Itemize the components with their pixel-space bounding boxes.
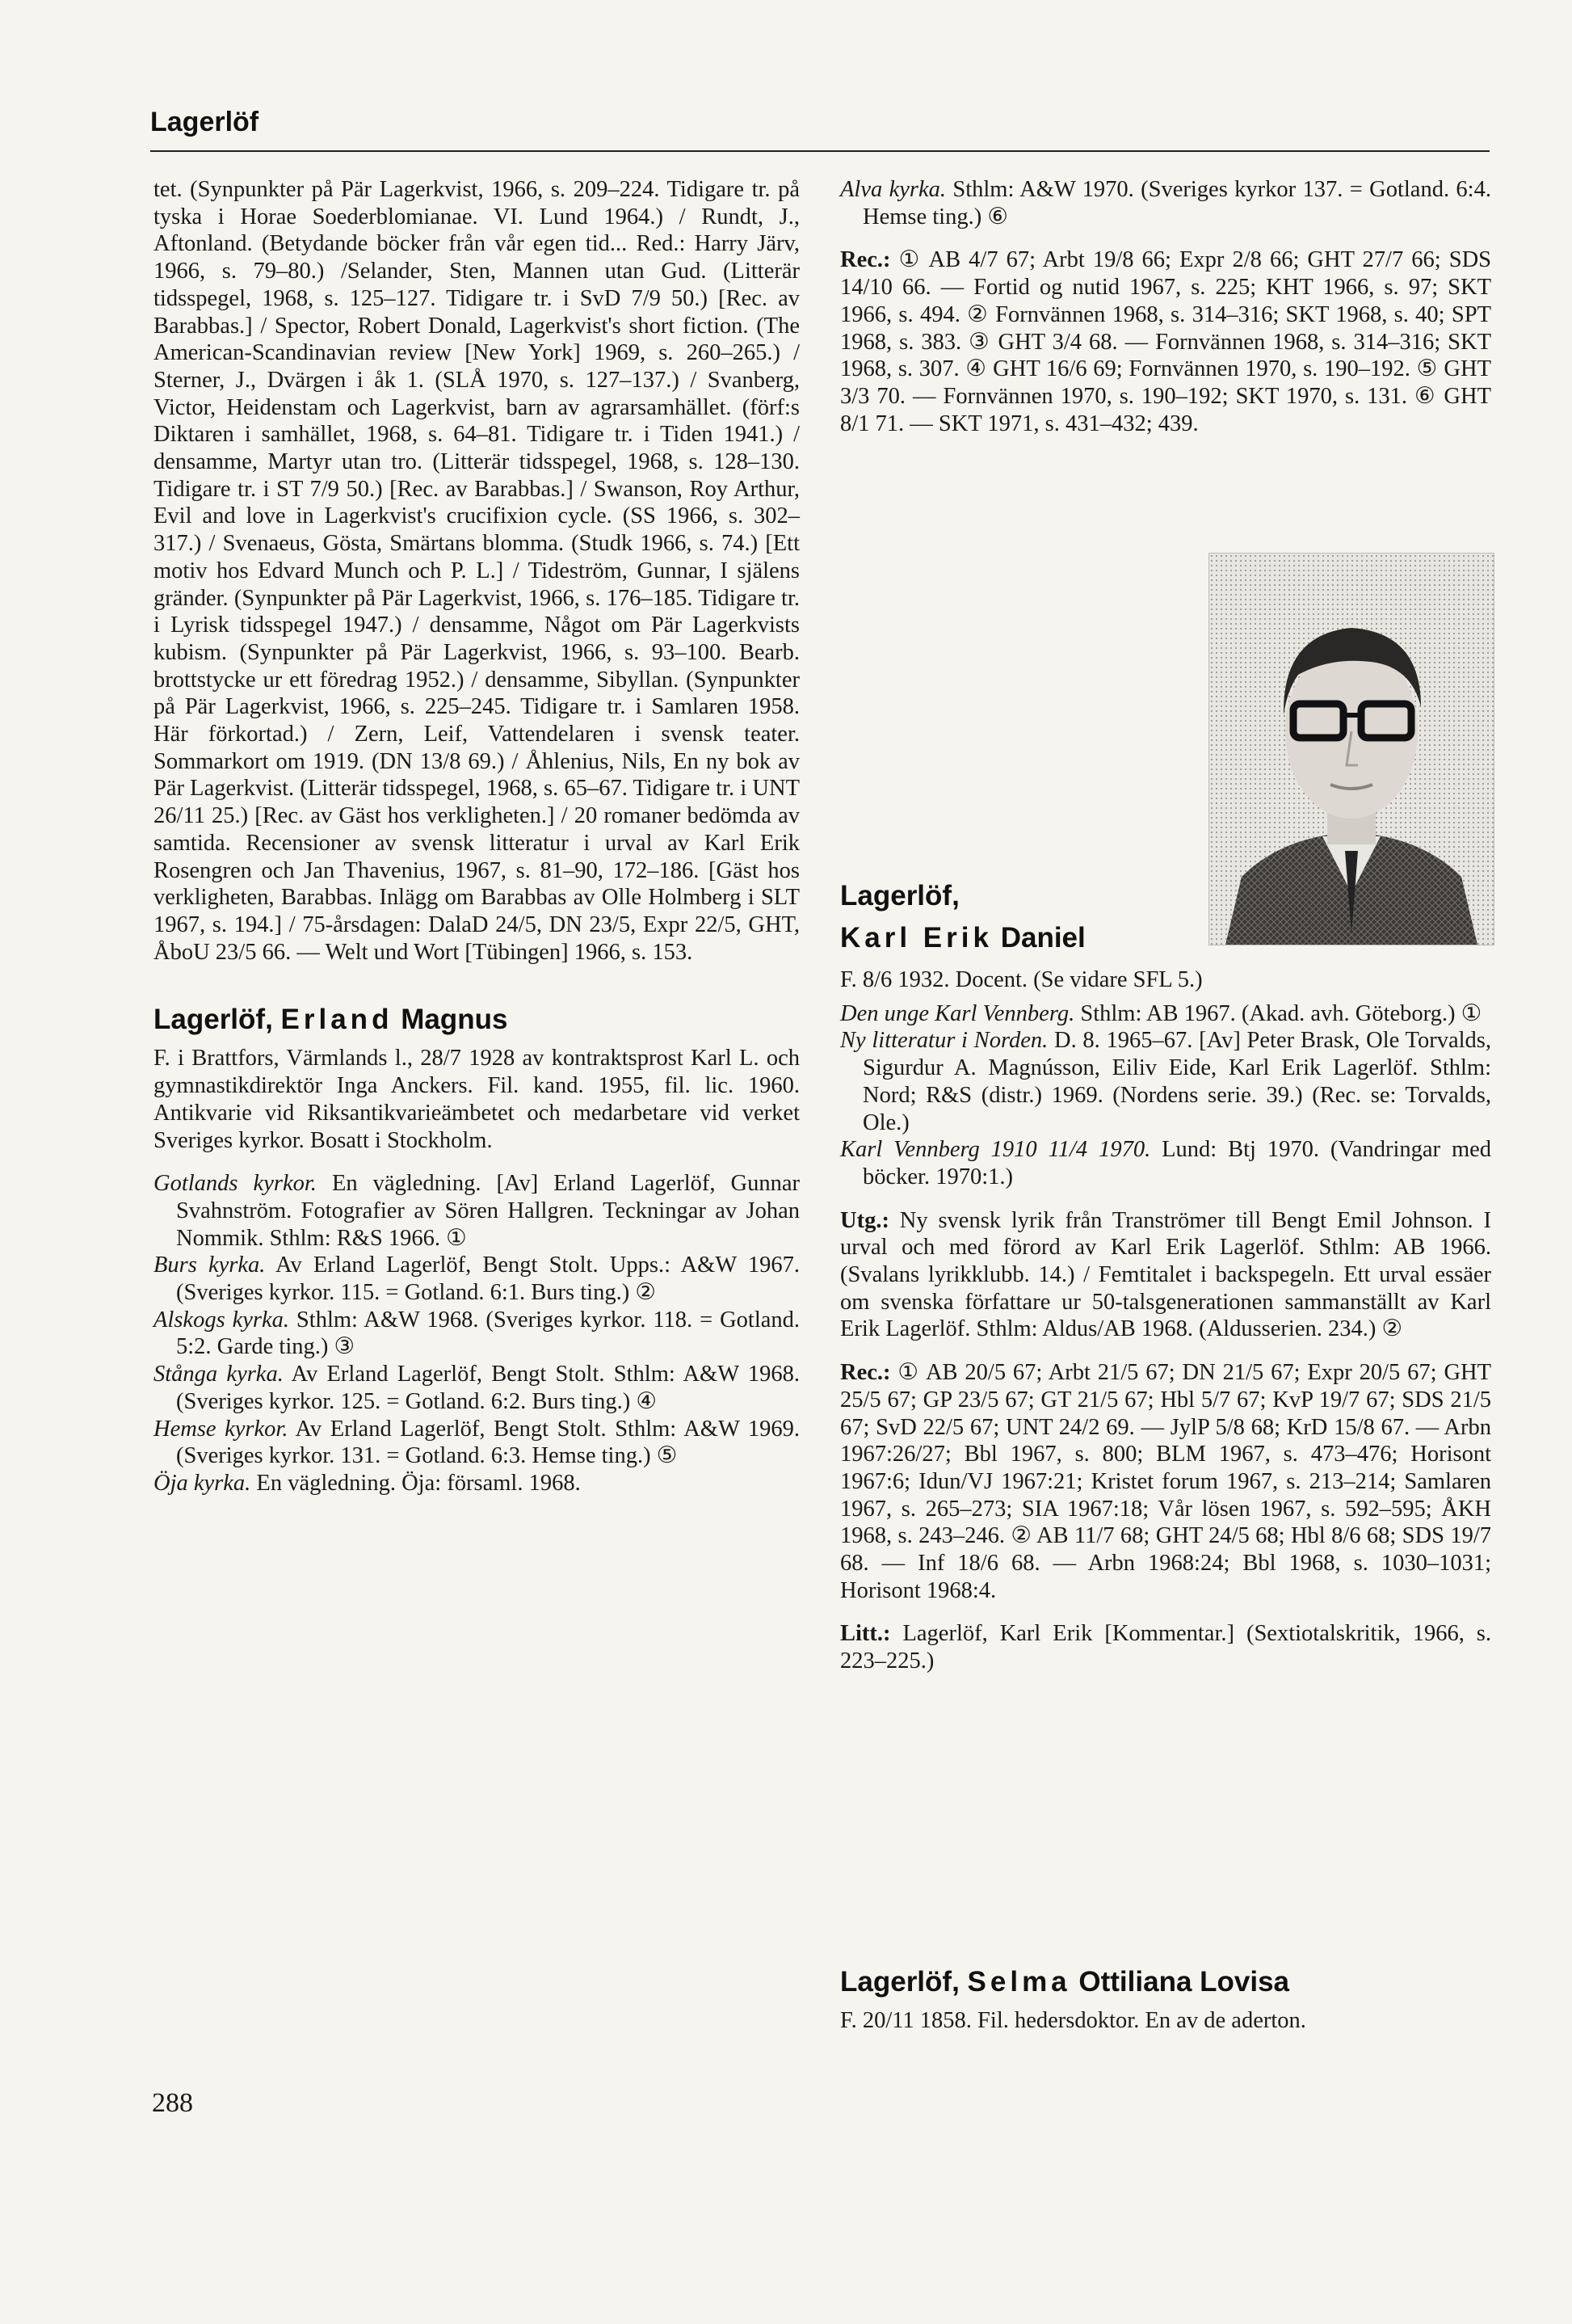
entry-title-selma: Lagerlöf, Selma Ottiliana Lovisa bbox=[840, 1966, 1290, 1998]
page-number: 288 bbox=[152, 2088, 193, 2118]
portrait-icon bbox=[1209, 554, 1494, 945]
work-item: Den unge Karl Vennberg. Sthlm: AB 1967. (Akad. avh. Göteborg.) ① bbox=[840, 1000, 1482, 1026]
karl-editions: Utg.: Ny svensk lyrik från Tranströmer till Bengt Emil Johnson. I urval och med förord av Karl Erik Lagerlöf. Sthlm: AB 1966. (Svalans lyrikklubb. 14.) / Femtitalet i backspegeln. Ett urval essäer om svenska författare ur 50-talsgenerationen sammanställt av Karl Erik Lagerlöf. Sthlm: Aldus/AB 1968. (Aldusserien. 234.) ② bbox=[840, 1207, 1491, 1342]
left-column bbox=[153, 176, 800, 1497]
work-item: Burs kyrka. Av Erland Lagerlöf, Bengt Stolt. Upps.: A&W 1967. (Sveriges kyrkor. 115. = Gotland. 6:1. Burs ting.) ② bbox=[153, 1253, 800, 1306]
work-item: Alskogs kyrka. Sthlm: A&W 1968. (Sveriges kyrkor. 118. = Gotland. 5:2. Garde ting.) ③ bbox=[153, 1307, 801, 1360]
entry-title-erland: Lagerlöf, Erland Magnus bbox=[153, 1004, 508, 1036]
work-item: Karl Vennberg 1910 11/4 1970. Lund: Btj 1970. (Vandringar med böcker. 1970:1.) bbox=[840, 1137, 1492, 1189]
portrait-photo bbox=[1208, 553, 1494, 945]
entry-selma bbox=[840, 1965, 1491, 2035]
work-item: Hemse kyrkor. Av Erland Lagerlöf, Bengt Stolt. Sthlm: A&W 1969. (Sveriges kyrkor. 131. = Gotland. 6:3. Hemse ting.) ⑤ bbox=[153, 1416, 801, 1469]
work-item: Ny litteratur i Norden. D. 8. 1965–67. [Av] Peter Brask, Ole Torvalds, Sigurdur A. Magnússon, Eiliv Eide, Karl Erik Lagerlöf. Sthlm: Nord; R&S (distr.) 1969. (Nordens serie. 39.) (Rec. se: Torvalds, Ole.) bbox=[840, 1028, 1491, 1135]
work-item: Stånga kyrka. Av Erland Lagerlöf, Bengt Stolt. Sthlm: A&W 1968. (Sveriges kyrkor. 125. = Gotland. 6:2. Burs ting.) ④ bbox=[153, 1362, 800, 1414]
karl-bio: F. 8/6 1932. Docent. (Se vidare SFL 5.) bbox=[840, 967, 1203, 992]
right-column-upper bbox=[840, 176, 1491, 437]
work-item: Öja kyrka. En vägledning. Öja: församl. 1968. bbox=[153, 1470, 581, 1496]
selma-bio: F. 20/11 1858. Fil. hedersdoktor. En av de aderton. bbox=[840, 2008, 1306, 2033]
karl-works bbox=[840, 1000, 1491, 1191]
right-column-lower bbox=[840, 966, 1491, 1675]
karl-literature: Litt.: Lagerlöf, Karl Erik [Kommentar.] (Sextiotalskritik, 1966, s. 223–225.) bbox=[840, 1621, 1492, 1674]
karl-reviews: Rec.: ① AB 20/5 67; Arbt 21/5 67; DN 21/5 67; Expr 20/5 67; GHT 25/5 67; GP 23/5 67; GT 21/5 67; Hbl 5/7 67; KvP 19/7 67; SDS 21/5 67; SvD 22/5 67; UNT 24/2 69. — JylP 5/8 68; KrD 15/8 67. — Arbn 1967:26/27; Bbl 1967, s. 800; BLM 1967, s. 473–476; Horisont 1967:6; Idun/VJ 1967:21; Kristet forum 1967, s. 213–214; Samlaren 1967, s. 265–273; SIA 1967:18; Vår lösen 1967, s. 592–595; ÅKH 1968, s. 243–246. ② AB 11/7 68; GHT 24/5 68; Hbl 8/6 68; SDS 19/7 68. — Inf 18/6 68. — Arbn 1968:24; Bbl 1968, s. 1030–1031; Horisont 1968:4. bbox=[840, 1360, 1492, 1603]
erland-bio: F. i Brattfors, Värmlands l., 28/7 1928 av kontraktsprost Karl L. och gymnastikdirektör Inga Anckers. Fil. kand. 1955, fil. lic. 1960. Antikvarie vid Riksantikvarieämbetet och medarbetare vid verket Sveriges kyrkor. Bosatt i Stockholm. bbox=[153, 1046, 800, 1153]
work-item: Gotlands kyrkor. En vägledning. [Av] Erland Lagerlöf, Gunnar Svahnström. Fotografier av Sören Hallgren. Teckningar av Johan Nommik. Sthlm: R&S 1966. ① bbox=[153, 1171, 801, 1251]
work-item: Alva kyrka. Sthlm: A&W 1970. (Sveriges kyrkor 137. = Gotland. 6:4. Hemse ting.) ⑥ bbox=[840, 177, 1491, 229]
running-head: Lagerlöf bbox=[150, 107, 259, 137]
continuation-text: tet. (Synpunkter på Pär Lagerkvist, 1966, s. 209–224. Tidigare tr. på tyska i Horae Soederblomianae. VI. Lund 1964.) / Rundt, J., Aftonland. (Betydande böcker från vår egen tid... Red.: Harry Järv, 1966, s. 79–80.) /Selander, Sten, Mannen utan Gud. (Litterär tidsspegel, 1968, s. 125–127. Tidigare tr. i SvD 7/9 50.) [Rec. av Barabbas.] / Spector, Robert Donald, Lagerkvist's short fiction. (The American-Scandinavian review [New York] 1969, s. 260–265.) / Sterner, J., Dvärgen i åk 1. (SLÅ 1970, s. 127–137.) / Svanberg, Victor, Heidenstam och Lagerkvist, barn av agrarsamhället. (förf:s Diktaren i samhället, 1968, s. 64–81. Tidigare tr. i Tiden 1941.) / densamme, Martyr utan tro. (Litterär tidsspegel, 1968, s. 128–130. Tidigare tr. i ST 7/9 50.) [Rec. av Barabbas.] / Swanson, Roy Arthur, Evil and love in Lagerkvist's crucifixion cycle. (SS 1966, s. 302–317.) / Svenaeus, Gösta, Smärtans blomma. (Studk 1966, s. 74.) [Ett motiv hos Edvard Munch och P. L.] / Tideström, Gunnar, I själens gränder. (Synpunkter på Pär Lagerkvist, 1966, s. 176–185. Tidigare tr. i Lyrisk tidsspegel 1947.) / densamme, Något om Pär Lagerkvists kubism. (Synpunkter på Pär Lagerkvist, 1966, s. 93–100. Bearb. brottstycke ur ett föredrag 1952.) / densamme, Sibyllan. (Synpunkter på Pär Lagerkvist, 1966, s. 225–245. Tidigare tr. i Samlaren 1958. Här förkortad.) / Zern, Leif, Vattendelaren i svensk teater. Sommarkort om 1919. (DN 13/8 69.) / Åhlenius, Nils, En ny bok av Pär Lagerkvist. (Litterär tidsspegel, 1968, s. 65–67. Tidigare tr. i UNT 26/11 25.) [Rec. av Gäst hos verkligheten.] / 20 romaner bedömda av samtida. Recensioner av svensk litteratur i urval av Karl Erik Rosengren och Jan Thavenius, 1967, s. 81–90, 172–186. [Gäst hos verkligheten, Barabbas. Inlägg om Barabbas av Olle Holmberg i SLT 1967, s. 194.] / 75-årsdagen: DalaD 24/5, DN 23/5, Expr 22/5, GHT, ÅboU 23/5 66. — Welt und Wort [Tübingen] 1966, s. 153. bbox=[153, 177, 800, 965]
header-rule bbox=[150, 150, 1490, 152]
entry-title-karl-erik: Lagerlöf, Karl Erik Daniel bbox=[840, 880, 1086, 954]
erland-works bbox=[153, 1170, 800, 1497]
erland-reviews: Rec.: ① AB 4/7 67; Arbt 19/8 66; Expr 2/8 66; GHT 27/7 66; SDS 14/10 66. — Fortid og nutid 1967, s. 225; KHT 1966, s. 97; SKT 1966, s. 494. ② Fornvännen 1968, s. 314–316; SKT 1968, s. 40; SPT 1968, s. 383. ③ GHT 3/4 68. — Fornvännen 1968, s. 314–316; SKT 1968, s. 307. ④ GHT 16/6 69; Fornvännen 1970, s. 190–192. ⑤ GHT 3/3 70. — Fornvännen 1970, s. 190–192; SKT 1970, s. 131. ⑥ GHT 8/1 71. — SKT 1971, s. 431–432; 439. bbox=[840, 247, 1492, 436]
